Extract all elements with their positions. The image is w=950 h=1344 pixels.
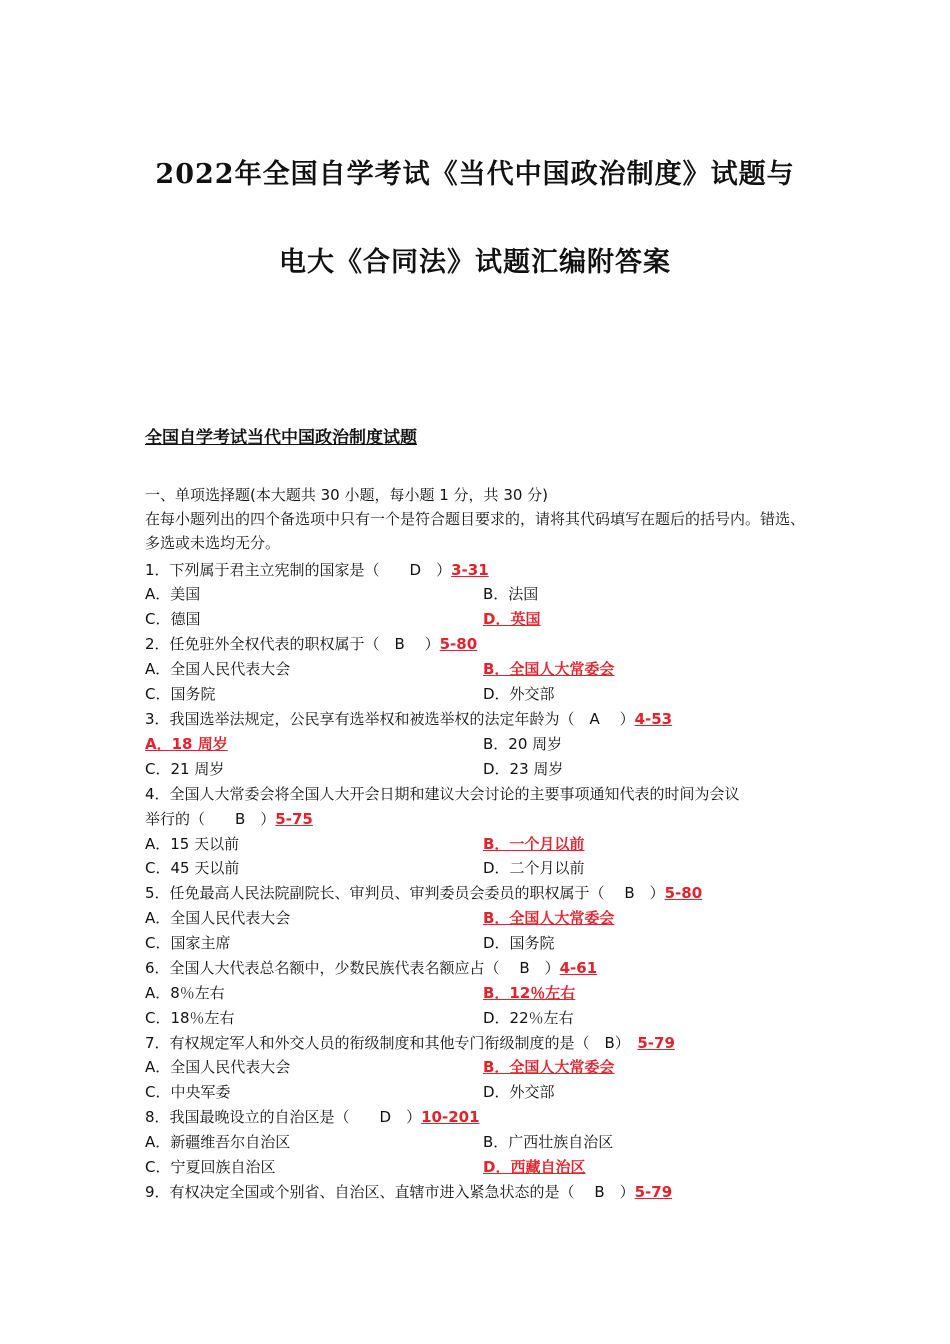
- question-4-ref: 5-75: [275, 810, 313, 828]
- q8-option-c: C．宁夏回族自治区: [145, 1158, 276, 1176]
- question-2-stem: 2．任免驻外全权代表的职权属于（ B ）5-80: [145, 635, 478, 653]
- document-title-line1: 2022年全国自学考试《当代中国政治制度》试题与: [155, 159, 795, 190]
- document-title-line2: 电大《合同法》试题汇编附答案: [279, 247, 671, 278]
- q5-option-b-answer: B．全国人大常委会: [483, 909, 615, 927]
- q2-option-d: D．外交部: [483, 685, 555, 703]
- q5-option-c: C．国家主席: [145, 934, 231, 952]
- question-6-ref: 4-61: [559, 959, 598, 977]
- q4-option-c: C．45 天以前: [145, 859, 240, 877]
- question-4-stem-line1: 4．全国人大常委会将全国人大开会日期和建议大会讨论的主要事项通知代表的时间为会议: [145, 785, 740, 803]
- q6-option-a: A．8％左右: [145, 984, 225, 1002]
- q7-option-b-answer: B．全国人大常委会: [483, 1058, 615, 1076]
- question-8-stem: 8．我国最晚设立的自治区是（ D ）10-201: [145, 1108, 480, 1126]
- question-1-stem: 1．下列属于君主立宪制的国家是（ D ）3-31: [145, 561, 489, 579]
- q5-option-d: D．国务院: [483, 934, 555, 952]
- question-4-stem-line2: 举行的（ B ）5-75: [145, 810, 313, 828]
- q4-option-d: D．二个月以前: [483, 859, 585, 877]
- q2-option-a: A．全国人民代表大会: [145, 660, 291, 678]
- question-9-ref: 5-79: [634, 1183, 673, 1201]
- q3-option-a-answer: A．18 周岁: [145, 735, 228, 753]
- question-8-ref: 10-201: [421, 1108, 480, 1126]
- q6-option-c: C．18％左右: [145, 1009, 235, 1027]
- q3-option-b: B．20 周岁: [483, 735, 563, 753]
- q7-option-d: D．外交部: [483, 1083, 555, 1101]
- q5-option-a: A．全国人民代表大会: [145, 909, 291, 927]
- section-heading: 全国自学考试当代中国政治制度试题: [145, 428, 417, 448]
- q7-option-a: A．全国人民代表大会: [145, 1058, 291, 1076]
- question-3-stem: 3．我国选举法规定，公民享有选举权和被选举权的法定年龄为（ A ）4-53: [145, 710, 673, 728]
- q8-option-d-answer: D．西藏自治区: [483, 1158, 586, 1176]
- instructions: 在每小题列出的四个备选项中只有一个是符合题目要求的，请将其代码填写在题后的括号内。错选、多选或未选均无分。: [145, 510, 806, 552]
- question-3-ref: 4-53: [634, 710, 673, 728]
- q2-option-c: C．国务院: [145, 685, 216, 703]
- question-7-ref: 5-79: [637, 1034, 675, 1052]
- question-5-stem: 5．任免最高人民法院副院长、审判员、审判委员会委员的职权属于（ B ）5-80: [145, 884, 703, 902]
- part-heading: 一、单项选择题(本大题共 30 小题，每小题 1 分，共 30 分): [145, 486, 549, 504]
- question-5-ref: 5-80: [664, 884, 703, 902]
- q8-option-b: B．广西壮族自治区: [483, 1133, 614, 1151]
- q3-option-d: D．23 周岁: [483, 760, 564, 778]
- q4-option-b-answer: B．一个月以前: [483, 835, 585, 853]
- question-9-stem: 9．有权决定全国或个别省、自治区、直辖市进入紧急状态的是（ B ）5-79: [145, 1183, 673, 1201]
- question-7-stem: 7．有权规定军人和外交人员的衔级制度和其他专门衔级制度的是（ B） 5-79: [145, 1034, 675, 1052]
- q1-option-b: B．法国: [483, 585, 539, 603]
- question-2-ref: 5-80: [439, 635, 478, 653]
- q2-option-b-answer: B．全国人大常委会: [483, 660, 615, 678]
- q8-option-a: A．新疆维吾尔自治区: [145, 1133, 291, 1151]
- question-6-stem: 6．全国人大代表总名额中，少数民族代表名额应占（ B ）4-61: [145, 959, 598, 977]
- q3-option-c: C．21 周岁: [145, 760, 225, 778]
- q7-option-c: C．中央军委: [145, 1083, 231, 1101]
- q4-option-a: A．15 天以前: [145, 835, 240, 853]
- q6-option-b-answer: B．12％左右: [483, 984, 576, 1002]
- q1-option-a: A．美国: [145, 585, 201, 603]
- q6-option-d: D．22％左右: [483, 1009, 574, 1027]
- q1-option-d-answer: D．英国: [483, 610, 541, 628]
- q1-option-c: C．德国: [145, 610, 201, 628]
- question-1-ref: 3-31: [451, 561, 489, 579]
